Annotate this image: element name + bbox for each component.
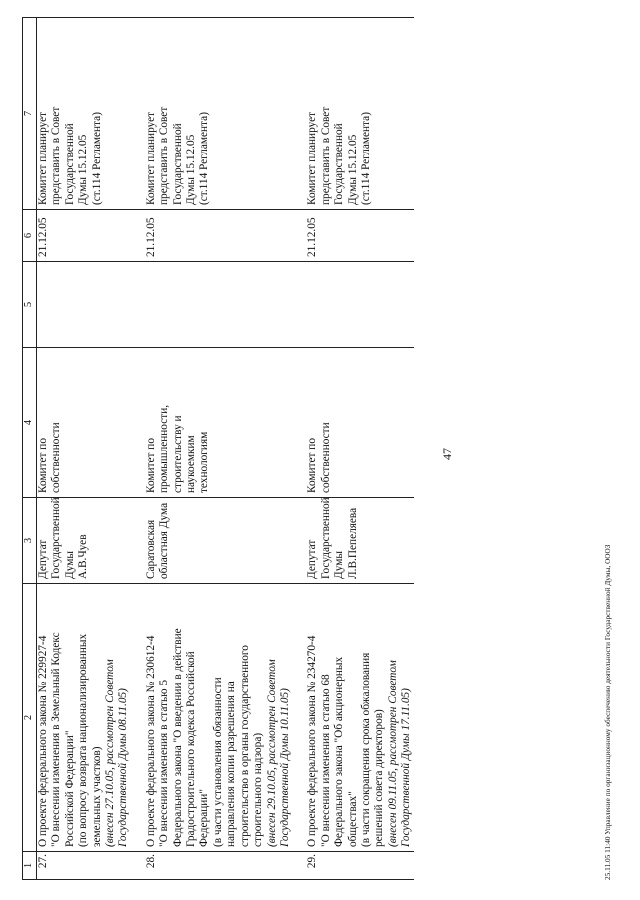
text-line: наукоемким — [185, 435, 198, 493]
text-line: Федерального закона "Об акционерных — [333, 656, 346, 847]
text-line: Комитет по — [306, 437, 319, 493]
committee-cell — [37, 348, 131, 498]
initiator-cell — [145, 498, 292, 584]
text-line: О проекте федерального закона № 229927-4 — [37, 635, 49, 847]
text-line: собственности — [319, 422, 332, 493]
text-line: Думы 15.12.05 — [185, 134, 198, 205]
text-line: строительство в органы государственного — [238, 645, 251, 847]
text-line: Градостроительного кодекса Российской — [185, 651, 198, 847]
text-line: О проекте федерального закона № 230612-4 — [144, 635, 157, 847]
date-cell: 21.12.05 — [37, 210, 131, 262]
row-spacer — [131, 18, 145, 880]
column-header: 7 — [23, 18, 37, 210]
text-line: решений совета директоров) — [373, 709, 386, 847]
text-line: Л.В.Пепеляева — [346, 507, 359, 579]
bills-table — [22, 17, 414, 880]
text-line: Думы 15.12.05 — [346, 134, 359, 205]
text-line: Комитет планирует — [306, 111, 319, 205]
spacer-cell — [292, 498, 306, 584]
text-line: (внесен 27.10.05, рассмотрен Советом — [104, 659, 117, 847]
date-cell: 21.12.05 — [306, 210, 413, 262]
spacer-cell — [292, 18, 306, 210]
text-line: О проекте федерального закона № 234270-4 — [306, 635, 319, 847]
text-line: (в части сокращения срока обжалования — [359, 652, 372, 847]
remark-cell — [306, 18, 413, 210]
remark-cell — [145, 18, 292, 210]
text-line: (ст.114 Регламента) — [198, 112, 211, 205]
text-line: технологиям — [198, 431, 211, 493]
column-header: 5 — [23, 262, 37, 348]
text-line: (внесен 29.10.05, рассмотрен Советом — [265, 659, 278, 847]
column-5-cell — [145, 262, 292, 348]
spacer-cell — [131, 498, 145, 584]
row-number: 29. — [306, 852, 413, 880]
text-line: областная Дума — [158, 502, 171, 579]
text-line: собственности — [50, 422, 63, 493]
text-line: Российской Федерации" — [63, 730, 76, 847]
text-line: (по вопросу возврата национализированных — [77, 633, 90, 847]
text-line: представить в Совет — [50, 106, 63, 205]
remark-cell — [37, 18, 131, 210]
text-line: Депутат — [37, 539, 49, 579]
text-line: Думы — [63, 551, 76, 579]
committee-cell — [145, 348, 292, 498]
text-line: промышленности, — [158, 404, 171, 493]
column-header: 1 — [23, 852, 37, 880]
text-line: Государственной — [171, 123, 184, 205]
committee-cell — [306, 348, 413, 498]
text-line: направления копии разрешения на — [225, 681, 238, 847]
text-line: Государственной Думы 08.11.05) — [117, 688, 130, 847]
table-row — [37, 18, 131, 880]
text-line: строительству и — [171, 415, 184, 493]
text-line: (ст.114 Регламента) — [359, 112, 372, 205]
spacer-cell — [131, 18, 145, 210]
text-line: земельных участков) — [90, 746, 103, 847]
spacer-cell — [131, 210, 145, 262]
text-line: (в части установления обязанности — [211, 677, 224, 847]
text-line: Депутат — [306, 539, 319, 579]
column-header: 3 — [23, 498, 37, 584]
text-line: Государственной — [333, 123, 346, 205]
spacer-cell — [292, 210, 306, 262]
initiator-cell — [306, 498, 413, 584]
table-row — [306, 18, 413, 880]
text-line: "О внесении изменения в статью 5 — [158, 679, 171, 847]
date-cell: 21.12.05 — [145, 210, 292, 262]
spacer-cell — [292, 584, 306, 852]
spacer-cell — [131, 852, 145, 880]
bill-title-cell — [145, 584, 292, 852]
text-line: представить в Совет — [319, 106, 332, 205]
text-line: строительного надзора) — [252, 732, 265, 847]
text-line: Федерального закона "О введении в действие — [171, 628, 184, 847]
column-header: 6 — [23, 210, 37, 262]
column-header: 4 — [23, 348, 37, 498]
text-line: Саратовская — [144, 519, 157, 579]
text-line: Государственной — [319, 497, 332, 579]
text-line: Комитет по — [37, 437, 49, 493]
column-header: 2 — [23, 584, 37, 852]
row-spacer — [292, 18, 306, 880]
text-line: Комитет планирует — [37, 111, 49, 205]
text-line: Государственной Думы 10.11.05) — [278, 688, 291, 847]
text-line: (внесен 09.11.05, рассмотрен Советом — [386, 660, 399, 847]
table-row — [145, 18, 292, 880]
bill-title-cell — [37, 584, 131, 852]
text-line: Комитет по — [144, 437, 157, 493]
spacer-cell — [292, 852, 306, 880]
spacer-cell — [131, 262, 145, 348]
column-header-row — [23, 18, 37, 880]
text-line: Государственной — [63, 123, 76, 205]
text-line: А.В.Чуев — [77, 534, 90, 579]
text-line: (ст.114 Регламента) — [90, 112, 103, 205]
page-number: 47 — [440, 448, 454, 460]
text-line: Думы 15.12.05 — [77, 134, 90, 205]
column-5-cell — [306, 262, 413, 348]
text-line: "О внесении изменения в Земельный Кодекс — [50, 632, 63, 847]
spacer-cell — [131, 348, 145, 498]
text-line: Комитет планирует — [144, 111, 157, 205]
row-number: 28. — [145, 852, 292, 880]
text-line: Думы — [333, 551, 346, 579]
text-line: представить в Совет — [158, 106, 171, 205]
column-5-cell — [37, 262, 131, 348]
text-line: "О внесении изменения в статью 68 — [319, 674, 332, 847]
text-line: Государственной Думы 17.11.05) — [400, 688, 413, 847]
spacer-cell — [292, 348, 306, 498]
spacer-cell — [292, 262, 306, 348]
text-line: Федерации" — [198, 789, 211, 847]
row-number: 27. — [37, 852, 131, 880]
spacer-cell — [131, 584, 145, 852]
bill-title-cell — [306, 584, 413, 852]
text-line: обществах" — [346, 791, 359, 847]
text-line: Государственной — [50, 497, 63, 579]
initiator-cell — [37, 498, 131, 584]
footer-text: 25.11.05 11:40 Управление по организационному обеспечению деятельности Государственной Думы, ОООЗ — [604, 544, 612, 880]
